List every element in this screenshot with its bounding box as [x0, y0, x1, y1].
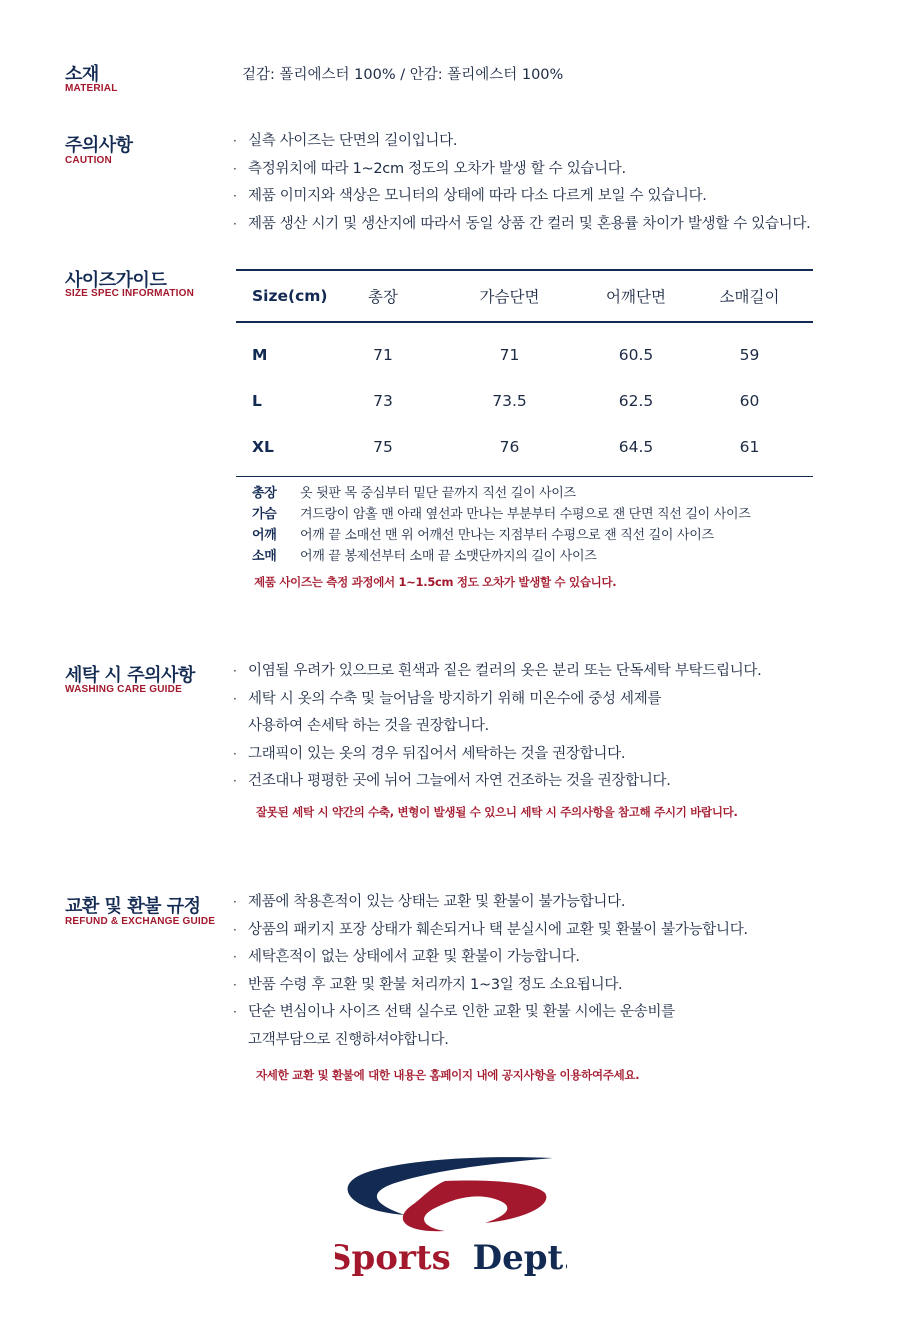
row-size-label: L	[252, 391, 262, 410]
bullet-icon: ·	[233, 161, 237, 176]
table-row	[236, 332, 813, 378]
header-sleeve: 소매길이	[719, 288, 780, 306]
row-cell: 73.5	[492, 391, 527, 410]
row-size-label: XL	[252, 437, 274, 456]
refund-note: 자세한 교환 및 환불에 대한 내용은 홈페이지 내에 공지사항을 이용하여주세요.	[256, 1068, 640, 1082]
table-header-row	[236, 271, 813, 321]
list-item: · 제품 생산 시기 및 생산지에 따라서 동일 상품 간 컬러 및 혼용률 차이가 발생할 수 있습니다.	[233, 211, 810, 239]
definition-desc: 옷 뒷판 목 중심부터 밑단 끝까지 직선 길이 사이즈	[300, 486, 576, 501]
size-definitions	[252, 483, 751, 567]
list-item: · 단순 변심이나 사이즈 선택 실수로 인한 교환 및 환불 시에는 운송비를	[233, 999, 748, 1027]
definition-term: 총장	[252, 486, 277, 501]
list-item: · 반품 수령 후 교환 및 환불 처리까지 1~3일 정도 소요됩니다.	[233, 972, 748, 1000]
logo-word-sports: Sports	[335, 1238, 451, 1278]
header-shoulder: 어깨단면	[606, 288, 666, 306]
caution-subtitle: CAUTION	[65, 155, 112, 166]
row-cell: 71	[499, 345, 520, 364]
size-note: 제품 사이즈는 측정 과정에서 1~1.5cm 정도 오차가 발생할 수 있습니다.	[254, 575, 617, 589]
row-cell: 60.5	[618, 345, 654, 364]
header-size: Size(cm)	[252, 287, 328, 305]
washing-title: 세탁 시 주의사항	[65, 665, 195, 686]
bullet-icon: ·	[233, 922, 237, 937]
material-subtitle: MATERIAL	[65, 83, 118, 94]
row-size-label: M	[252, 345, 268, 364]
list-item: · 이염될 우려가 있으므로 흰색과 짙은 컬러의 옷은 분리 또는 단독세탁 부탁드립니다.	[233, 658, 761, 686]
row-cell: 71	[373, 345, 393, 364]
definition-desc: 어깨 끝 소매선 맨 위 어깨선 만나는 지점부터 수평으로 잰 직선 길이 사이즈	[300, 528, 714, 543]
list-item: · 세탁 시 옷의 수축 및 늘어남을 방지하기 위해 미온수에 중성 세제를	[233, 686, 761, 714]
washing-subtitle: WASHING CARE GUIDE	[65, 684, 182, 695]
row-cell: 64.5	[618, 437, 654, 456]
bullet-icon: ·	[233, 977, 237, 992]
bullet-icon: ·	[233, 950, 237, 964]
bullet-icon: ·	[233, 1005, 237, 1019]
refund-list	[233, 889, 748, 1054]
definition-row	[252, 525, 751, 546]
size-guide-subtitle: SIZE SPEC INFORMATION	[65, 288, 195, 299]
row-cell: 73	[373, 391, 393, 410]
list-item-continued: 고객부담으로 진행하셔야합니다.	[248, 1031, 449, 1048]
caution-title: 주의사항	[65, 135, 133, 156]
row-cell: 61	[739, 437, 760, 456]
definition-desc: 겨드랑이 암홀 맨 아래 옆선과 만나는 부분부터 수평으로 잰 단면 직선 길이 사이즈	[300, 507, 751, 522]
size-table	[236, 269, 813, 477]
bullet-icon: ·	[233, 774, 237, 788]
swoosh-icon	[335, 1153, 567, 1283]
bullet-icon: ·	[233, 664, 237, 678]
bullet-icon: ·	[233, 134, 237, 148]
definition-row	[252, 483, 751, 504]
definition-row	[252, 504, 751, 525]
list-item: · 제품에 착용흔적이 있는 상태는 교환 및 환불이 불가능합니다.	[233, 889, 748, 917]
list-item: · 제품 이미지와 색상은 모니터의 상태에 따라 다소 다르게 보일 수 있습니다.	[233, 183, 810, 211]
washing-note: 잘못된 세탁 시 약간의 수축, 변형이 발생될 수 있으니 세탁 시 주의사항을 참고해 주시기 바랍니다.	[256, 805, 738, 819]
list-item: · 상품의 패키지 포장 상태가 훼손되거나 택 분실시에 교환 및 환불이 불가능합니다.	[233, 917, 748, 945]
material-text: 겉감: 폴리에스터 100% / 안감: 폴리에스터 100%	[242, 67, 564, 83]
bullet-icon: ·	[233, 895, 237, 909]
refund-subtitle: REFUND & EXCHANGE GUIDE	[65, 916, 216, 927]
size-guide-title: 사이즈가이드	[65, 270, 167, 291]
row-cell: 76	[499, 437, 520, 456]
caution-list	[233, 128, 810, 238]
header-chest: 가슴단면	[479, 288, 540, 306]
definition-row	[252, 546, 751, 567]
svg-text:Sports Dept.	[335, 1238, 567, 1278]
list-item: · 실측 사이즈는 단면의 길이입니다.	[233, 128, 810, 156]
table-bottom-rule	[236, 476, 813, 478]
header-length: 총장	[368, 288, 398, 306]
list-item: · 세탁흔적이 없는 상태에서 교환 및 환불이 가능합니다.	[233, 944, 748, 972]
definition-term: 소매	[252, 549, 277, 564]
row-cell: 75	[373, 437, 393, 456]
definition-desc: 어깨 끝 봉제선부터 소매 끝 소맷단까지의 길이 사이즈	[300, 549, 597, 564]
bullet-icon: ·	[233, 746, 237, 761]
definition-term: 가슴	[252, 507, 277, 522]
bullet-icon: ·	[233, 691, 237, 706]
logo-word-dept: Dept.	[472, 1238, 567, 1278]
list-item: · 측정위치에 따라 1~2cm 정도의 오차가 발생 할 수 있습니다.	[233, 156, 810, 184]
list-item-continued: 사용하여 손세탁 하는 것을 권장합니다.	[248, 718, 489, 734]
row-cell: 60	[739, 391, 760, 410]
table-row	[236, 424, 813, 470]
sports-dept-logo	[335, 1153, 567, 1283]
row-cell: 62.5	[618, 391, 654, 410]
material-title: 소재	[65, 64, 99, 85]
list-item: · 그래픽이 있는 옷의 경우 뒤집어서 세탁하는 것을 권장합니다.	[233, 741, 761, 769]
refund-title: 교환 및 환불 규정	[65, 896, 201, 917]
bullet-icon: ·	[233, 216, 237, 231]
washing-list	[233, 658, 761, 796]
definition-term: 어깨	[252, 528, 277, 543]
row-cell: 59	[739, 345, 760, 364]
list-item: · 건조대나 평평한 곳에 뉘어 그늘에서 자연 건조하는 것을 권장합니다.	[233, 768, 761, 796]
bullet-icon: ·	[233, 189, 237, 203]
table-row	[236, 378, 813, 424]
